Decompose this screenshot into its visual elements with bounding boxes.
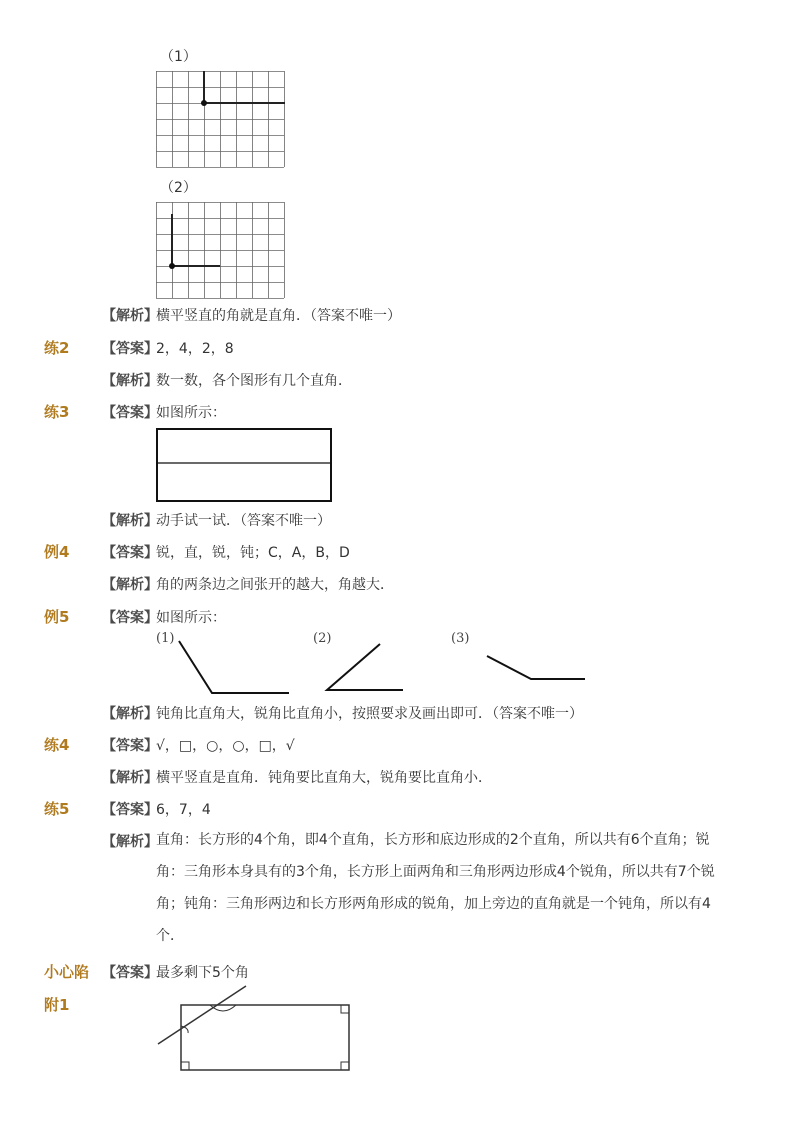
answer-text: 6，7，4 [156,802,211,818]
right-angle-mark-br [341,1062,349,1070]
answer-label: 【答案】 [102,965,158,981]
analysis-text: 动手试一试．（答案不唯一） [156,513,331,529]
section-xiaoxinxian: 小心陷 [44,963,90,981]
analysis-label: 【解析】 [102,308,158,324]
right-angle-mark-bl [181,1062,189,1070]
analysis-label: 【解析】 [102,834,158,850]
analysis-text: 钝角比直角大，锐角比直角小，按照要求及画出即可．（答案不唯一） [156,706,583,722]
analysis-label: 【解析】 [102,577,158,593]
answer-text: 锐，直，锐，钝；C，A，B，D [156,545,350,561]
analysis-label: 【解析】 [102,373,158,389]
answer-label: 【答案】 [102,802,158,818]
answer-text: 如图所示： [156,405,226,421]
angle-sub-label-1: (1) [156,631,175,646]
answer-label: 【答案】 [102,738,158,754]
section-lian4: 练4 [44,736,70,754]
section-fu1: 附1 [44,996,70,1014]
answer-label: 【答案】 [102,545,158,561]
section-lian5: 练5 [44,800,70,818]
analysis-label: 【解析】 [102,513,158,529]
figure-label-1: （1） [160,49,197,65]
rectangle [181,1005,349,1070]
answer-text: 如图所示： [156,610,226,626]
answer-text: √，□，○，○，□，√ [156,738,295,754]
analysis-paragraph: 直角：长方形的4个角，即4个直角，长方形和底边形成的2个直角，所以共有6个直角；锐角：三角形本身具有的3个角，长方形上面两角和三角形两边形成4个锐角，所以共有7个锐角；钝角：三角形两边和长方形两角形成的锐角，加上旁边的直角就是一个钝角，所以有4个． [156,832,715,944]
section-li4: 例4 [44,543,70,561]
cut-rectangle-figure [150,985,360,1080]
angle-sub-label-3: (3) [451,631,470,646]
section-lian2: 练2 [44,339,70,357]
answer-label: 【答案】 [102,610,158,626]
acute-angle-2 [327,644,403,690]
angle-arc-left [181,1026,188,1033]
obtuse-angle-1 [179,641,289,693]
answer-text: 最多剩下5个角 [156,965,249,981]
right-angle-mark-tr [341,1005,349,1013]
analysis-text: 横平竖直是直角．钝角要比直角大，锐角要比直角小． [156,770,492,786]
angle-arc-top [210,1005,236,1011]
section-lian3: 练3 [44,403,70,421]
figure-label-2: （2） [160,180,197,196]
obtuse-angle-3 [487,656,585,679]
analysis-text: 数一数，各个图形有几个直角． [156,373,352,389]
analysis-label: 【解析】 [102,770,158,786]
angle-sub-label-2: (2) [313,631,332,646]
answer-label: 【答案】 [102,341,158,357]
analysis-text: 角的两条边之间张开的越大，角越大． [156,577,394,593]
section-li5: 例5 [44,608,70,626]
answer-text: 2，4，2，8 [156,341,234,357]
analysis-text: 横平竖直的角就是直角．（答案不唯一） [156,308,401,324]
cut-line [158,986,246,1044]
analysis-label: 【解析】 [102,706,158,722]
answer-label: 【答案】 [102,405,158,421]
